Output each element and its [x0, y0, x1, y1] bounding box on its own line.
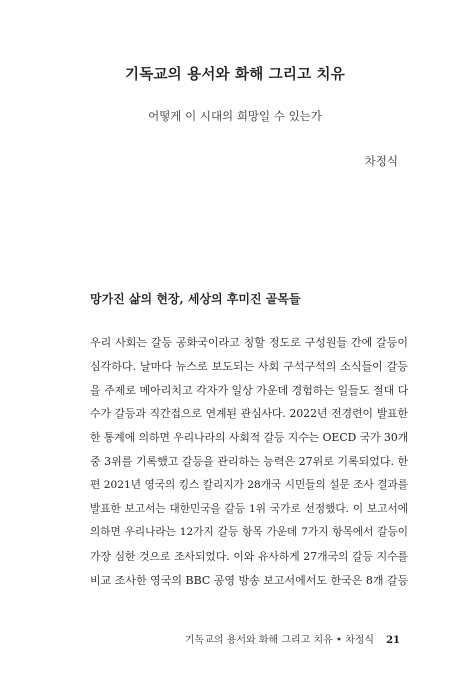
- page-footer: [185, 631, 400, 646]
- running-title: 기독교의 용서와 화해 그리고 치유 • 차정식: [184, 635, 375, 646]
- body-line: 의하면 우리나라는 12가지 갈등 항목 가운데 7가지 항목에서 갈등이: [90, 526, 408, 539]
- page-title: 기독교의 용서와 화해 그리고 치유: [125, 66, 345, 83]
- section-heading: 망가진 삶의 현장, 세상의 후미진 골목들: [90, 292, 301, 306]
- body-line: 을 주제로 메아리치고 각자가 일상 가운데 경험하는 일들도 절대 다: [90, 383, 408, 397]
- body-paragraph: [90, 331, 408, 593]
- body-line: 편 2021년 영국의 킹스 칼리지가 28개국 시민들의 설문 조사 결과를: [90, 478, 408, 491]
- author-name: 차정식: [364, 154, 398, 168]
- body-line: 중 3위를 기록했고 갈등을 관리하는 능력은 27위로 기록되었다. 한: [90, 454, 408, 468]
- body-line: 한 통계에 의하면 우리나라의 사회적 갈등 지수는 OECD 국가 30개: [90, 431, 408, 445]
- body-line: 심각하다. 날마다 뉴스로 보도되는 사회 구석구석의 소식들이 갈등: [90, 359, 408, 373]
- body-line: 수가 갈등과 직간접으로 연계된 관심사다. 2022년 전경련이 발표한: [90, 407, 408, 421]
- body-line: 우리 사회는 갈등 공화국이라고 칭할 정도로 구성원들 간에 갈등이: [90, 336, 408, 349]
- page-number: 21: [386, 635, 400, 646]
- body-line: 비교 조사한 영국의 BBC 공영 방송 보고서에서도 한국은 8개 갈등: [90, 573, 408, 587]
- body-line: 발표한 보고서는 대한민국을 갈등 1위 국가로 선정했다. 이 보고서에: [90, 502, 408, 515]
- page-subtitle: 어떻게 이 시대의 희망일 수 있는가: [148, 109, 322, 123]
- body-line: 가장 심한 것으로 조사되었다. 이와 유사하게 27개국의 갈등 지수를: [90, 550, 408, 564]
